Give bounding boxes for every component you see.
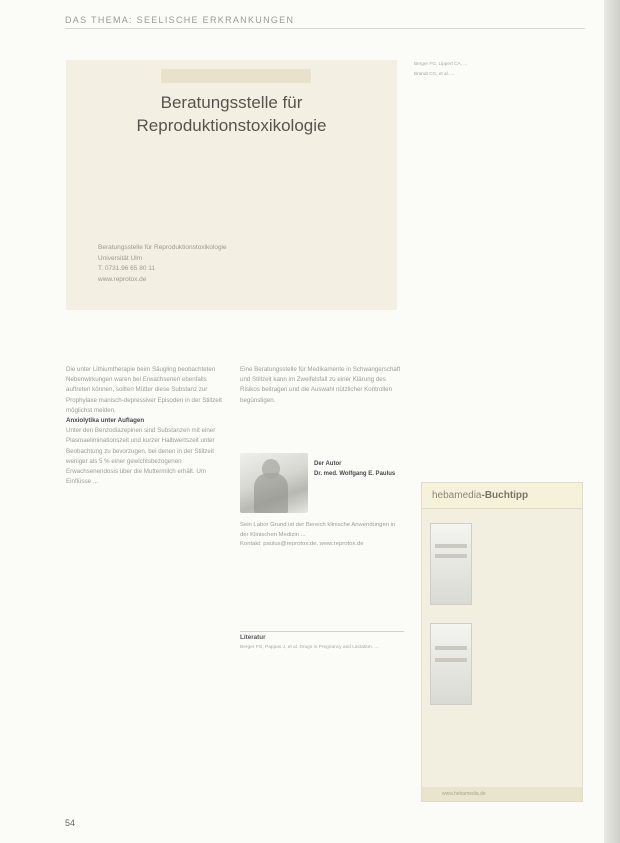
reference-entry: Berger FG, Lippert CA, ... <box>414 61 468 66</box>
info-box-contact <box>98 243 227 285</box>
article-column-1 <box>66 365 230 495</box>
author-head-shape <box>262 459 280 479</box>
article-column-2 <box>240 365 404 406</box>
contact-phone: T. 0731.96 65 80 11 <box>98 265 155 272</box>
author-box <box>314 460 406 479</box>
page-number: 54 <box>65 818 76 828</box>
column-1-intro: Die unter Lithiumtherapie beim Säugling beobachteten Nebenwirkungen waren bei Erwachsenen ebenfalls auftreten können, sollten Mütter diese Substanz zur Prophylaxe manisch-depressiver Episoden in der Stillzeit möglichst meiden. <box>66 366 222 414</box>
column-2-intro: Eine Beratungsstelle für Medikamente in Schwangerschaft und Stillzeit kann im Zweifelsfall zu einer Klärung des Risikos beitragen und die Auswahl nützlicher Kontrollen begünstigen. <box>240 366 401 404</box>
info-box-title-line2: Reproduktionstoxikologie <box>136 116 327 135</box>
ad-footer-link[interactable]: www.hebamedia.de <box>422 787 582 801</box>
contact-website[interactable]: www.reprotox.de <box>98 275 147 283</box>
column-1-body: Unter den Benzodiazepinen sind Substanzen mit einer Plasmaeliminationszeit und kurzer Halbwertszeit unter Beobachtung zu bevorzugen, bei denen in der Stillzeit weniger als 5 % einer gewichtsbezogenen Erwachsenendosis über die Muttermilch erhält. Um Einflüsse ... <box>66 427 216 486</box>
book-cover-stripe <box>435 544 467 548</box>
author-bio-text: Sein Labor Grund ist der Bereich klinische Anwendungen in der Klinischen Medizin ... <box>240 522 396 538</box>
author-name: Dr. med. Wolfgang E. Paulus <box>314 470 396 477</box>
author-bio <box>240 521 404 550</box>
book-cover-stripe <box>435 554 467 558</box>
literature-title: Literatur <box>240 634 266 641</box>
book-cover-1 <box>430 523 472 605</box>
info-box-tag <box>161 69 311 83</box>
reference-column <box>414 60 584 81</box>
author-label: Der Autor <box>314 461 342 467</box>
author-figure-shape <box>254 473 288 513</box>
book-cover-2 <box>430 623 472 705</box>
info-box <box>66 60 397 310</box>
info-box-title-line1: Beratungsstelle für <box>160 93 303 112</box>
section-header: DAS THEMA: SEELISCHE ERKRANKUNGEN <box>65 15 295 25</box>
contact-line: Beratungsstelle für Reproduktionstoxikologie <box>98 244 227 251</box>
literature-list: Berger FG, Pappas J, et al. Drugs in Pregnancy and Lactation. ... <box>240 645 379 650</box>
reference-entry: Brandt CG, et al. ... <box>414 71 455 77</box>
contact-line: Universität Ulm <box>98 254 143 262</box>
page-binding-shadow <box>604 0 620 843</box>
ad-header <box>422 483 582 509</box>
book-tip-ad[interactable] <box>421 482 583 802</box>
header-rule <box>65 28 585 29</box>
book-cover-stripe <box>435 646 467 650</box>
ad-brand-plain: hebamedia <box>432 490 482 501</box>
ad-brand <box>432 490 528 501</box>
book-cover-stripe <box>435 658 467 662</box>
author-contact[interactable]: Kontakt: paulus@reprotox.de, www.reprotox.de <box>240 541 364 547</box>
author-photo <box>240 453 308 513</box>
ad-brand-bold: -Buchtipp <box>481 490 529 501</box>
section-heading-anxiolytika: Anxiolytika unter Auflagen <box>66 417 145 425</box>
literature-rule <box>240 631 404 632</box>
